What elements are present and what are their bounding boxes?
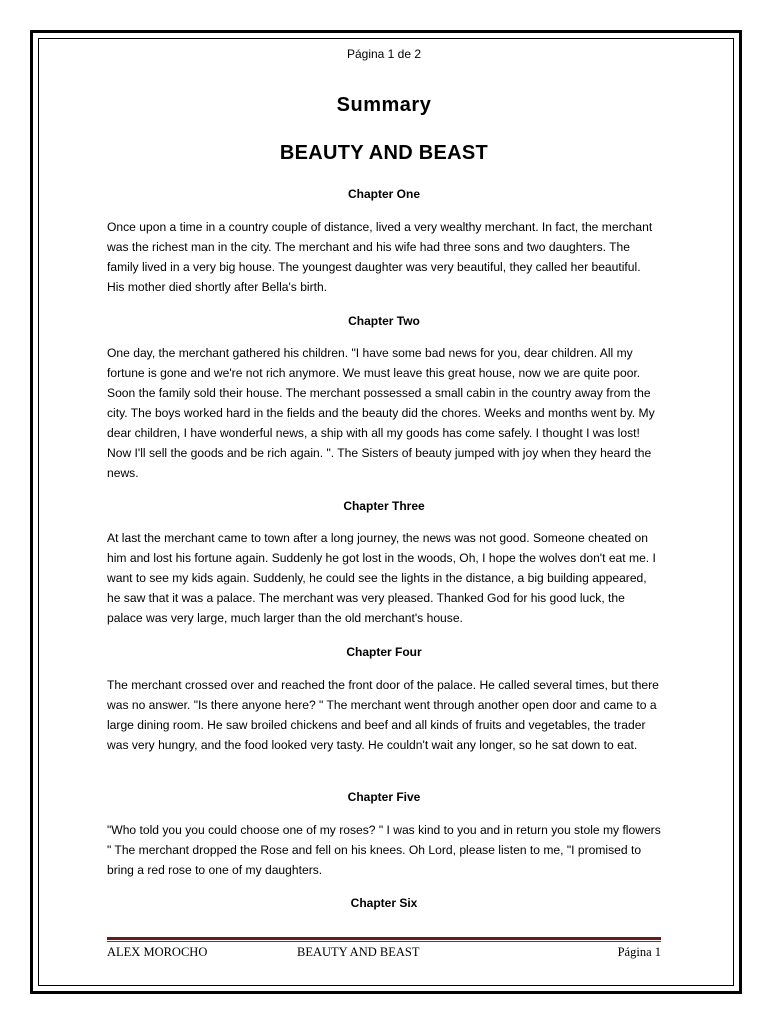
document-title: Summary (336, 94, 432, 116)
document-subtitle: BEAUTY AND BEAST (279, 142, 489, 164)
page-content (107, 44, 661, 910)
chapter-one-text: Once upon a time in a country couple of distance, lived a very wealthy merchant. In fact, the merchant was the richest man in the city. The merchant and his wife had three sons and two daughters. The family lived in a very big house. The youngest daughter was very beautiful, they called her beautiful. His mother died shortly after Bella's birth. (107, 220, 653, 294)
chapter-three-text: At last the merchant came to town after a long journey, the news was not good. Someone cheated on him and lost his fortune again. Suddenly he got lost in the woods, Oh, I hope the wolves don't eat me. I want to see my kids again. Suddenly, he could see the lights in the distance, a big building appeared, he saw that it was a palace. The merchant was very pleased. Thanked God for his good luck, the palace was very large, much larger than the old merchant's house. (107, 531, 656, 625)
footer-title: BEAUTY AND BEAST (297, 945, 420, 959)
footer-rule (107, 937, 661, 940)
footer-page-number: Página 1 (617, 945, 661, 959)
chapter-five-text: "Who told you you could choose one of my roses? " I was kind to you and in return you stole my flowers " The merchant dropped the Rose and fell on his knees. Oh Lord, please listen to me, "I promised to bring a red rose to one of my daughters. (107, 823, 661, 877)
chapter-five-heading: Chapter Five (347, 790, 421, 804)
chapter-six-heading: Chapter Six (350, 896, 418, 910)
chapter-two-text: One day, the merchant gathered his children. "I have some bad news for you, dear children. All my fortune is gone and we're not rich anymore. We must leave this great house, now we are quite poor. Soon the family sold their house. The merchant possessed a small cabin in the country away from the city. The boys worked hard in the fields and the beauty did the chores. Weeks and months went by. My dear children, I have wonderful news, a ship with all my goods has come safely. I thought I was lost! Now I'll sell the goods and be rich again. ". The Sisters of beauty jumped with joy when they heard the news. (107, 346, 655, 480)
page-footer (107, 945, 661, 963)
chapter-four-text: The merchant crossed over and reached the front door of the palace. He called several times, but there was no answer. "Is there anyone here? " The merchant went through another open door and came to a large dining room. He saw broiled chickens and beef and all kinds of fruits and vegetables, the trader was very hungry, and the food looked very tasty. He couldn't wait any longer, so he sat down to eat. (107, 678, 659, 752)
chapter-three-heading: Chapter Three (343, 499, 425, 513)
chapter-four-heading: Chapter Four (346, 645, 422, 659)
chapter-two-heading: Chapter Two (348, 314, 420, 328)
footer-author: ALEX MOROCHO (107, 945, 208, 959)
footer-rule-thin (107, 941, 661, 942)
page-counter: Página 1 de 2 (346, 47, 422, 61)
chapter-one-heading: Chapter One (347, 187, 420, 201)
